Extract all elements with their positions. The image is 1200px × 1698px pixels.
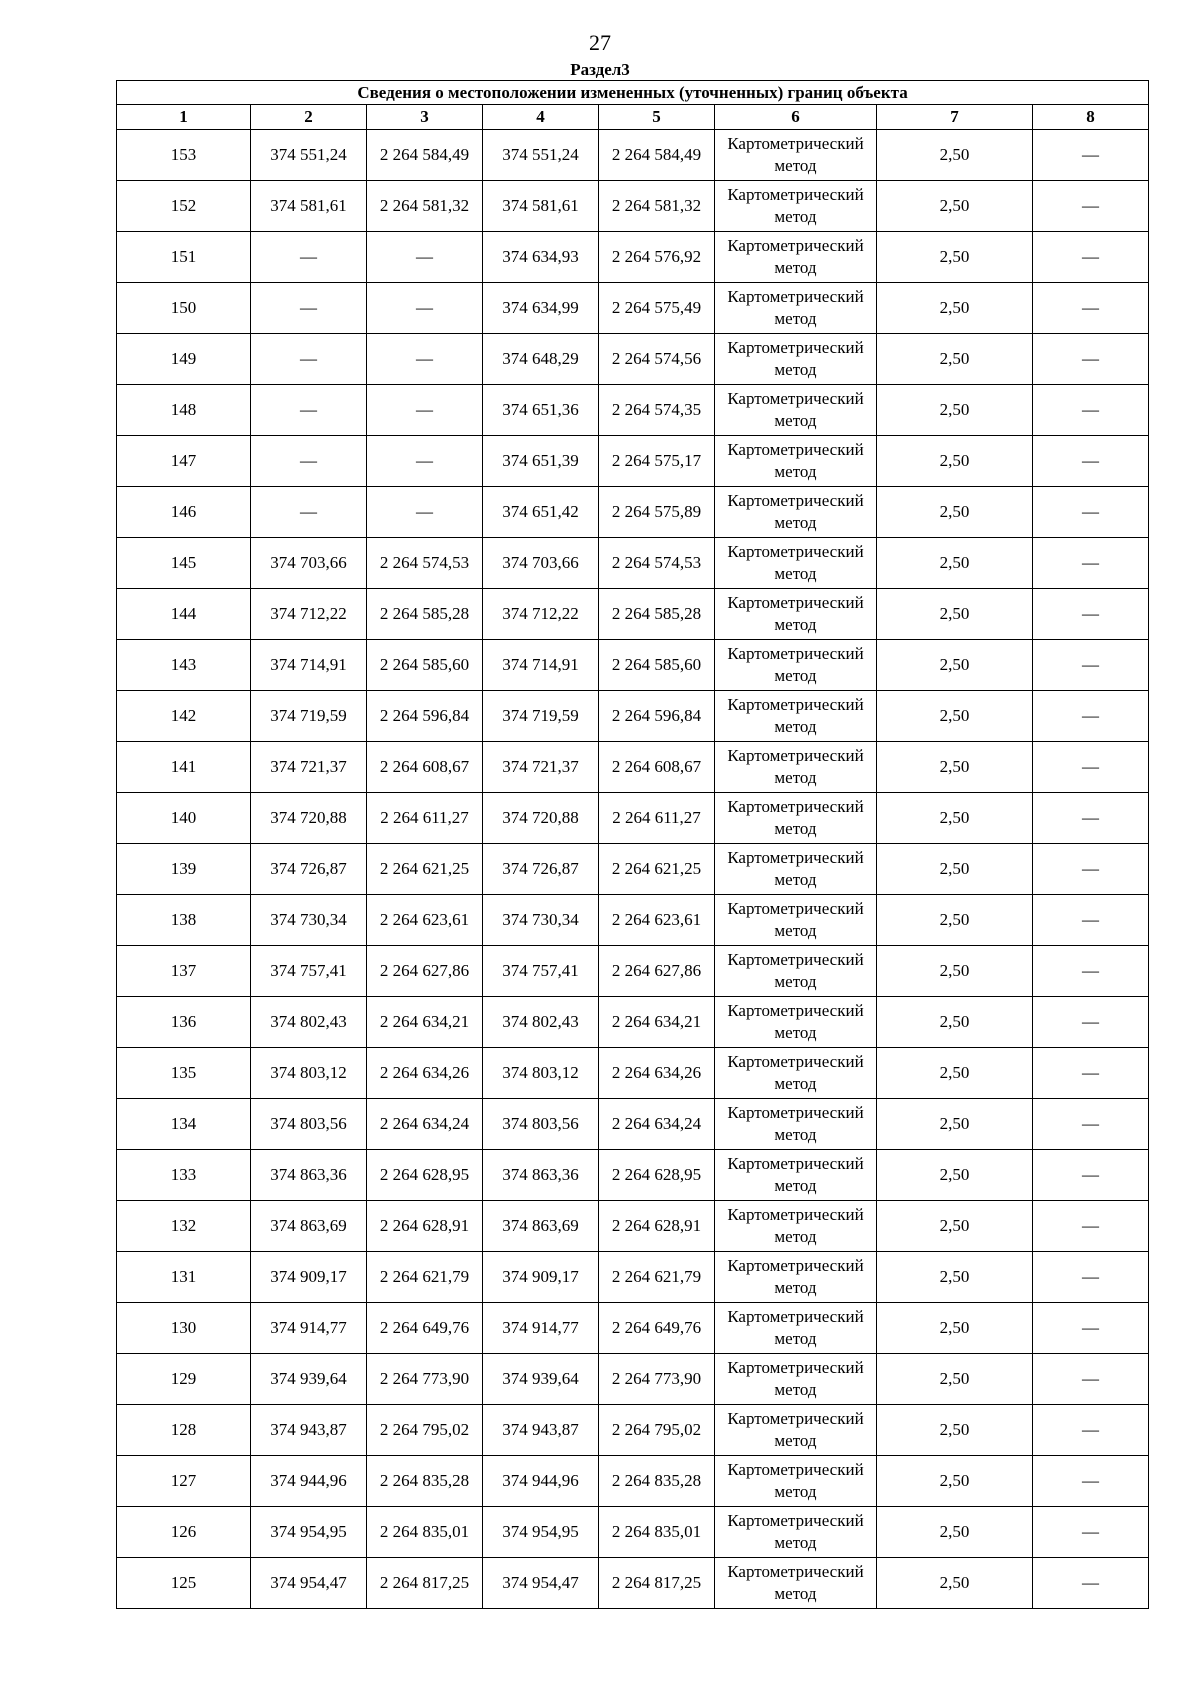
accuracy-cell: 2,50 xyxy=(877,130,1033,181)
table-row xyxy=(117,181,1149,232)
new-y-cell: 2 264 575,49 xyxy=(599,283,715,334)
point-number-cell: 146 xyxy=(117,487,251,538)
new-x-cell: 374 720,88 xyxy=(483,793,599,844)
table-row xyxy=(117,691,1149,742)
old-x-cell: 374 581,61 xyxy=(251,181,367,232)
old-x-cell: 374 863,69 xyxy=(251,1201,367,1252)
description-cell: — xyxy=(1033,130,1149,181)
description-cell: — xyxy=(1033,1558,1149,1609)
accuracy-cell: 2,50 xyxy=(877,1354,1033,1405)
point-number-cell: 149 xyxy=(117,334,251,385)
new-x-cell: 374 726,87 xyxy=(483,844,599,895)
point-number-cell: 132 xyxy=(117,1201,251,1252)
description-cell: — xyxy=(1033,1099,1149,1150)
new-y-cell: 2 264 817,25 xyxy=(599,1558,715,1609)
table-body xyxy=(117,130,1149,1609)
description-cell: — xyxy=(1033,1048,1149,1099)
table-caption: Сведения о местоположении измененных (уточненных) границ объекта xyxy=(117,81,1149,105)
new-y-cell: 2 264 623,61 xyxy=(599,895,715,946)
new-x-cell: 374 714,91 xyxy=(483,640,599,691)
old-x-cell: — xyxy=(251,487,367,538)
description-cell: — xyxy=(1033,997,1149,1048)
new-x-cell: 374 939,64 xyxy=(483,1354,599,1405)
old-y-cell: — xyxy=(367,334,483,385)
accuracy-cell: 2,50 xyxy=(877,1507,1033,1558)
point-number-cell: 137 xyxy=(117,946,251,997)
method-cell: Картометрический метод xyxy=(715,232,877,283)
page-number: 27 xyxy=(589,30,611,55)
point-number-cell: 131 xyxy=(117,1252,251,1303)
point-number-cell: 147 xyxy=(117,436,251,487)
old-y-cell: 2 264 835,01 xyxy=(367,1507,483,1558)
old-x-cell: — xyxy=(251,436,367,487)
table-row xyxy=(117,1099,1149,1150)
description-cell: — xyxy=(1033,640,1149,691)
point-number-cell: 139 xyxy=(117,844,251,895)
accuracy-cell: 2,50 xyxy=(877,844,1033,895)
description-cell: — xyxy=(1033,895,1149,946)
method-cell: Картометрический метод xyxy=(715,283,877,334)
method-cell: Картометрический метод xyxy=(715,1099,877,1150)
accuracy-cell: 2,50 xyxy=(877,487,1033,538)
new-y-cell: 2 264 634,21 xyxy=(599,997,715,1048)
accuracy-cell: 2,50 xyxy=(877,997,1033,1048)
table-row xyxy=(117,1201,1149,1252)
point-number-cell: 151 xyxy=(117,232,251,283)
new-y-cell: 2 264 628,91 xyxy=(599,1201,715,1252)
table-row xyxy=(117,844,1149,895)
accuracy-cell: 2,50 xyxy=(877,1456,1033,1507)
new-x-cell: 374 914,77 xyxy=(483,1303,599,1354)
new-y-cell: 2 264 621,25 xyxy=(599,844,715,895)
accuracy-cell: 2,50 xyxy=(877,283,1033,334)
description-cell: — xyxy=(1033,1201,1149,1252)
table-row xyxy=(117,1303,1149,1354)
column-number: 7 xyxy=(877,105,1033,130)
column-number: 6 xyxy=(715,105,877,130)
old-y-cell: 2 264 773,90 xyxy=(367,1354,483,1405)
description-cell: — xyxy=(1033,436,1149,487)
old-x-cell: 374 726,87 xyxy=(251,844,367,895)
table-row xyxy=(117,1456,1149,1507)
old-x-cell: 374 939,64 xyxy=(251,1354,367,1405)
old-y-cell: 2 264 621,25 xyxy=(367,844,483,895)
new-x-cell: 374 730,34 xyxy=(483,895,599,946)
description-cell: — xyxy=(1033,334,1149,385)
old-y-cell: 2 264 817,25 xyxy=(367,1558,483,1609)
point-number-cell: 152 xyxy=(117,181,251,232)
old-y-cell: 2 264 581,32 xyxy=(367,181,483,232)
old-y-cell: 2 264 574,53 xyxy=(367,538,483,589)
point-number-cell: 150 xyxy=(117,283,251,334)
new-y-cell: 2 264 627,86 xyxy=(599,946,715,997)
point-number-cell: 142 xyxy=(117,691,251,742)
method-cell: Картометрический метод xyxy=(715,895,877,946)
new-x-cell: 374 803,12 xyxy=(483,1048,599,1099)
table-row xyxy=(117,997,1149,1048)
new-y-cell: 2 264 576,92 xyxy=(599,232,715,283)
point-number-cell: 130 xyxy=(117,1303,251,1354)
old-x-cell: 374 954,95 xyxy=(251,1507,367,1558)
column-number: 5 xyxy=(599,105,715,130)
accuracy-cell: 2,50 xyxy=(877,1558,1033,1609)
new-x-cell: 374 863,69 xyxy=(483,1201,599,1252)
table-row xyxy=(117,538,1149,589)
point-number-cell: 126 xyxy=(117,1507,251,1558)
table-row xyxy=(117,742,1149,793)
description-cell: — xyxy=(1033,691,1149,742)
description-cell: — xyxy=(1033,538,1149,589)
table-row xyxy=(117,1405,1149,1456)
old-y-cell: 2 264 596,84 xyxy=(367,691,483,742)
table-row xyxy=(117,130,1149,181)
new-x-cell: 374 712,22 xyxy=(483,589,599,640)
accuracy-cell: 2,50 xyxy=(877,334,1033,385)
column-number: 3 xyxy=(367,105,483,130)
old-y-cell: 2 264 627,86 xyxy=(367,946,483,997)
old-y-cell: 2 264 623,61 xyxy=(367,895,483,946)
description-cell: — xyxy=(1033,1303,1149,1354)
point-number-cell: 128 xyxy=(117,1405,251,1456)
old-y-cell: — xyxy=(367,283,483,334)
new-x-cell: 374 634,93 xyxy=(483,232,599,283)
table-row xyxy=(117,1150,1149,1201)
description-cell: — xyxy=(1033,1252,1149,1303)
old-x-cell: 374 730,34 xyxy=(251,895,367,946)
new-x-cell: 374 863,36 xyxy=(483,1150,599,1201)
description-cell: — xyxy=(1033,385,1149,436)
table-row xyxy=(117,385,1149,436)
accuracy-cell: 2,50 xyxy=(877,1099,1033,1150)
new-x-cell: 374 943,87 xyxy=(483,1405,599,1456)
table-row xyxy=(117,1354,1149,1405)
accuracy-cell: 2,50 xyxy=(877,538,1033,589)
new-y-cell: 2 264 584,49 xyxy=(599,130,715,181)
old-x-cell: 374 863,36 xyxy=(251,1150,367,1201)
new-y-cell: 2 264 634,24 xyxy=(599,1099,715,1150)
old-y-cell: 2 264 611,27 xyxy=(367,793,483,844)
new-x-cell: 374 721,37 xyxy=(483,742,599,793)
table-row xyxy=(117,283,1149,334)
description-cell: — xyxy=(1033,946,1149,997)
new-x-cell: 374 703,66 xyxy=(483,538,599,589)
description-cell: — xyxy=(1033,232,1149,283)
new-y-cell: 2 264 574,53 xyxy=(599,538,715,589)
new-y-cell: 2 264 795,02 xyxy=(599,1405,715,1456)
description-cell: — xyxy=(1033,742,1149,793)
old-y-cell: 2 264 621,79 xyxy=(367,1252,483,1303)
new-y-cell: 2 264 585,28 xyxy=(599,589,715,640)
old-x-cell: — xyxy=(251,232,367,283)
point-number-cell: 135 xyxy=(117,1048,251,1099)
new-y-cell: 2 264 575,17 xyxy=(599,436,715,487)
description-cell: — xyxy=(1033,1150,1149,1201)
old-x-cell: 374 944,96 xyxy=(251,1456,367,1507)
method-cell: Картометрический метод xyxy=(715,130,877,181)
table-row xyxy=(117,1507,1149,1558)
method-cell: Картометрический метод xyxy=(715,385,877,436)
column-number: 4 xyxy=(483,105,599,130)
description-cell: — xyxy=(1033,589,1149,640)
table-row xyxy=(117,895,1149,946)
new-x-cell: 374 651,39 xyxy=(483,436,599,487)
method-cell: Картометрический метод xyxy=(715,334,877,385)
description-cell: — xyxy=(1033,283,1149,334)
new-x-cell: 374 954,95 xyxy=(483,1507,599,1558)
new-y-cell: 2 264 608,67 xyxy=(599,742,715,793)
accuracy-cell: 2,50 xyxy=(877,1048,1033,1099)
old-x-cell: 374 909,17 xyxy=(251,1252,367,1303)
accuracy-cell: 2,50 xyxy=(877,1150,1033,1201)
point-number-cell: 133 xyxy=(117,1150,251,1201)
old-x-cell: 374 714,91 xyxy=(251,640,367,691)
description-cell: — xyxy=(1033,181,1149,232)
new-x-cell: 374 551,24 xyxy=(483,130,599,181)
table-row xyxy=(117,487,1149,538)
point-number-cell: 136 xyxy=(117,997,251,1048)
point-number-cell: 145 xyxy=(117,538,251,589)
new-y-cell: 2 264 581,32 xyxy=(599,181,715,232)
method-cell: Картометрический метод xyxy=(715,1405,877,1456)
accuracy-cell: 2,50 xyxy=(877,1252,1033,1303)
column-number: 1 xyxy=(117,105,251,130)
description-cell: — xyxy=(1033,1507,1149,1558)
new-x-cell: 374 909,17 xyxy=(483,1252,599,1303)
old-x-cell: 374 943,87 xyxy=(251,1405,367,1456)
new-y-cell: 2 264 634,26 xyxy=(599,1048,715,1099)
new-y-cell: 2 264 611,27 xyxy=(599,793,715,844)
table-row xyxy=(117,1558,1149,1609)
accuracy-cell: 2,50 xyxy=(877,640,1033,691)
method-cell: Картометрический метод xyxy=(715,1456,877,1507)
table-row xyxy=(117,1252,1149,1303)
old-x-cell: 374 721,37 xyxy=(251,742,367,793)
accuracy-cell: 2,50 xyxy=(877,436,1033,487)
method-cell: Картометрический метод xyxy=(715,181,877,232)
point-number-cell: 127 xyxy=(117,1456,251,1507)
old-x-cell: 374 551,24 xyxy=(251,130,367,181)
old-x-cell: 374 803,56 xyxy=(251,1099,367,1150)
new-y-cell: 2 264 628,95 xyxy=(599,1150,715,1201)
description-cell: — xyxy=(1033,1354,1149,1405)
description-cell: — xyxy=(1033,793,1149,844)
new-y-cell: 2 264 574,35 xyxy=(599,385,715,436)
method-cell: Картометрический метод xyxy=(715,589,877,640)
old-x-cell: 374 703,66 xyxy=(251,538,367,589)
accuracy-cell: 2,50 xyxy=(877,1303,1033,1354)
description-cell: — xyxy=(1033,1405,1149,1456)
table-row xyxy=(117,793,1149,844)
method-cell: Картометрический метод xyxy=(715,436,877,487)
new-x-cell: 374 757,41 xyxy=(483,946,599,997)
column-number: 2 xyxy=(251,105,367,130)
old-y-cell: — xyxy=(367,487,483,538)
method-cell: Картометрический метод xyxy=(715,487,877,538)
new-x-cell: 374 581,61 xyxy=(483,181,599,232)
old-y-cell: 2 264 585,60 xyxy=(367,640,483,691)
new-y-cell: 2 264 574,56 xyxy=(599,334,715,385)
old-x-cell: 374 914,77 xyxy=(251,1303,367,1354)
old-y-cell: — xyxy=(367,436,483,487)
accuracy-cell: 2,50 xyxy=(877,742,1033,793)
description-cell: — xyxy=(1033,844,1149,895)
old-x-cell: 374 802,43 xyxy=(251,997,367,1048)
method-cell: Картометрический метод xyxy=(715,997,877,1048)
old-y-cell: 2 264 835,28 xyxy=(367,1456,483,1507)
method-cell: Картометрический метод xyxy=(715,1201,877,1252)
accuracy-cell: 2,50 xyxy=(877,181,1033,232)
old-y-cell: 2 264 634,26 xyxy=(367,1048,483,1099)
point-number-cell: 129 xyxy=(117,1354,251,1405)
old-y-cell: 2 264 634,24 xyxy=(367,1099,483,1150)
new-x-cell: 374 944,96 xyxy=(483,1456,599,1507)
accuracy-cell: 2,50 xyxy=(877,691,1033,742)
new-x-cell: 374 634,99 xyxy=(483,283,599,334)
point-number-cell: 125 xyxy=(117,1558,251,1609)
old-y-cell: 2 264 585,28 xyxy=(367,589,483,640)
table-row xyxy=(117,946,1149,997)
method-cell: Картометрический метод xyxy=(715,844,877,895)
column-number: 8 xyxy=(1033,105,1149,130)
accuracy-cell: 2,50 xyxy=(877,895,1033,946)
new-y-cell: 2 264 835,01 xyxy=(599,1507,715,1558)
old-x-cell: 374 719,59 xyxy=(251,691,367,742)
new-y-cell: 2 264 596,84 xyxy=(599,691,715,742)
point-number-cell: 138 xyxy=(117,895,251,946)
method-cell: Картометрический метод xyxy=(715,1303,877,1354)
old-y-cell: 2 264 584,49 xyxy=(367,130,483,181)
accuracy-cell: 2,50 xyxy=(877,1201,1033,1252)
old-x-cell: 374 720,88 xyxy=(251,793,367,844)
accuracy-cell: 2,50 xyxy=(877,946,1033,997)
new-x-cell: 374 802,43 xyxy=(483,997,599,1048)
method-cell: Картометрический метод xyxy=(715,538,877,589)
accuracy-cell: 2,50 xyxy=(877,1405,1033,1456)
table-row xyxy=(117,334,1149,385)
new-y-cell: 2 264 585,60 xyxy=(599,640,715,691)
old-y-cell: — xyxy=(367,385,483,436)
method-cell: Картометрический метод xyxy=(715,1252,877,1303)
new-y-cell: 2 264 575,89 xyxy=(599,487,715,538)
old-y-cell: 2 264 608,67 xyxy=(367,742,483,793)
point-number-cell: 134 xyxy=(117,1099,251,1150)
old-y-cell: 2 264 649,76 xyxy=(367,1303,483,1354)
new-x-cell: 374 719,59 xyxy=(483,691,599,742)
old-y-cell: — xyxy=(367,232,483,283)
old-x-cell: — xyxy=(251,385,367,436)
new-y-cell: 2 264 621,79 xyxy=(599,1252,715,1303)
method-cell: Картометрический метод xyxy=(715,1048,877,1099)
method-cell: Картометрический метод xyxy=(715,1150,877,1201)
method-cell: Картометрический метод xyxy=(715,946,877,997)
new-x-cell: 374 954,47 xyxy=(483,1558,599,1609)
old-y-cell: 2 264 628,91 xyxy=(367,1201,483,1252)
point-number-cell: 143 xyxy=(117,640,251,691)
new-x-cell: 374 651,42 xyxy=(483,487,599,538)
method-cell: Картометрический метод xyxy=(715,1558,877,1609)
section-title: Раздел3 xyxy=(570,60,630,79)
new-y-cell: 2 264 835,28 xyxy=(599,1456,715,1507)
point-number-cell: 153 xyxy=(117,130,251,181)
point-number-cell: 141 xyxy=(117,742,251,793)
method-cell: Картометрический метод xyxy=(715,691,877,742)
point-number-cell: 144 xyxy=(117,589,251,640)
old-y-cell: 2 264 795,02 xyxy=(367,1405,483,1456)
old-x-cell: — xyxy=(251,334,367,385)
method-cell: Картометрический метод xyxy=(715,793,877,844)
boundary-coordinates-table xyxy=(116,80,1149,1609)
accuracy-cell: 2,50 xyxy=(877,232,1033,283)
old-x-cell: 374 954,47 xyxy=(251,1558,367,1609)
accuracy-cell: 2,50 xyxy=(877,793,1033,844)
description-cell: — xyxy=(1033,487,1149,538)
method-cell: Картометрический метод xyxy=(715,640,877,691)
table-row xyxy=(117,640,1149,691)
accuracy-cell: 2,50 xyxy=(877,589,1033,640)
table-row xyxy=(117,589,1149,640)
table-row xyxy=(117,1048,1149,1099)
method-cell: Картометрический метод xyxy=(715,742,877,793)
new-x-cell: 374 651,36 xyxy=(483,385,599,436)
old-x-cell: 374 757,41 xyxy=(251,946,367,997)
new-x-cell: 374 648,29 xyxy=(483,334,599,385)
description-cell: — xyxy=(1033,1456,1149,1507)
method-cell: Картометрический метод xyxy=(715,1354,877,1405)
old-x-cell: 374 803,12 xyxy=(251,1048,367,1099)
old-y-cell: 2 264 634,21 xyxy=(367,997,483,1048)
point-number-cell: 140 xyxy=(117,793,251,844)
new-y-cell: 2 264 773,90 xyxy=(599,1354,715,1405)
old-y-cell: 2 264 628,95 xyxy=(367,1150,483,1201)
accuracy-cell: 2,50 xyxy=(877,385,1033,436)
table-row xyxy=(117,436,1149,487)
new-y-cell: 2 264 649,76 xyxy=(599,1303,715,1354)
point-number-cell: 148 xyxy=(117,385,251,436)
method-cell: Картометрический метод xyxy=(715,1507,877,1558)
table-row xyxy=(117,232,1149,283)
new-x-cell: 374 803,56 xyxy=(483,1099,599,1150)
old-x-cell: 374 712,22 xyxy=(251,589,367,640)
old-x-cell: — xyxy=(251,283,367,334)
